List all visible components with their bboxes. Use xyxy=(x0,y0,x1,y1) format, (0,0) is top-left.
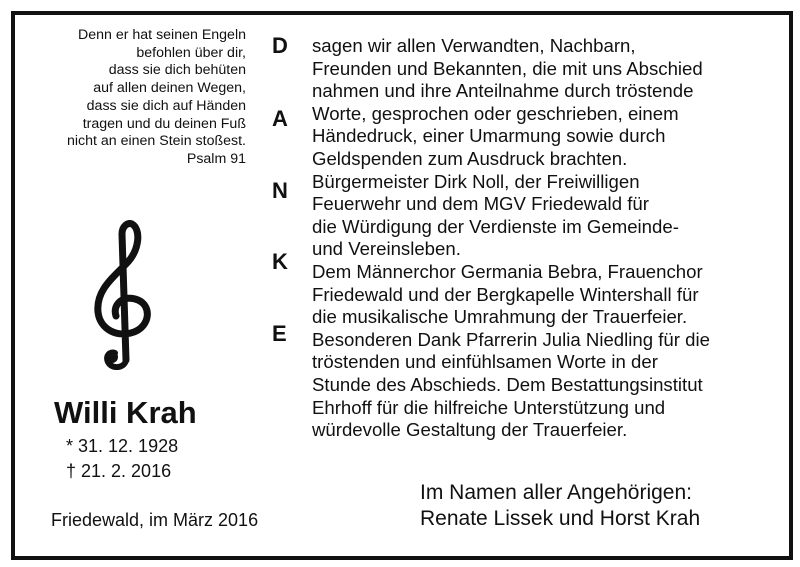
danke-letter-a: A xyxy=(272,106,288,131)
danke-letter-e: E xyxy=(272,321,287,346)
signature-intro: Im Namen aller Angehörigen: xyxy=(420,481,692,504)
thanks-line: nahmen und ihre Anteilnahme durch tröstende xyxy=(312,80,694,102)
thanks-line: würdevolle Gestaltung der Trauerfeier. xyxy=(312,419,628,441)
thanks-line: die Würdigung der Verdienste im Gemeinde- xyxy=(312,215,679,237)
verse-line: dass sie dich auf Händen xyxy=(86,97,246,114)
thanks-line: die musikalische Umrahmung der Trauerfeier. xyxy=(312,306,688,328)
thanks-line: Dem Männerchor Germania Bebra, Frauenchor xyxy=(312,260,703,282)
thanks-line: Worte, gesprochen oder geschrieben, einem xyxy=(312,102,679,124)
thanks-line: Feuerwehr und dem MGV Friedewald für xyxy=(312,193,649,215)
death-date: † 21. 2. 2016 xyxy=(66,461,172,481)
thanks-line: sagen wir allen Verwandten, Nachbarn, xyxy=(312,35,636,56)
verse-source: Psalm 91 xyxy=(186,150,246,167)
verse-line: befohlen über dir, xyxy=(136,44,246,61)
thanks-line: Ehrhoff für die hilfreiche Unterstützung und xyxy=(312,396,666,418)
place-date: Friedewald, im März 2016 xyxy=(51,510,259,530)
danke-letter-k: K xyxy=(272,249,288,274)
bible-verse xyxy=(0,27,246,169)
thanks-line: Händedruck, einer Umarmung sowie durch xyxy=(312,125,666,147)
verse-line: nicht an einen Stein stoßest. xyxy=(66,133,246,150)
treble-clef-icon xyxy=(88,220,162,370)
birth-date: * 31. 12. 1928 xyxy=(66,436,179,456)
danke-letter-d: D xyxy=(272,33,288,58)
thanks-line: Stunde des Abschieds. Dem Bestattungsinstitut xyxy=(312,373,703,395)
verse-line: Denn er hat seinen Engeln xyxy=(77,27,246,43)
deceased-name: Willi Krah xyxy=(54,395,197,430)
signature xyxy=(420,480,700,532)
danke-letter-n: N xyxy=(272,178,288,203)
verse-line: auf allen deinen Wegen, xyxy=(93,80,246,97)
verse-line: tragen und du deinen Fuß xyxy=(82,115,246,132)
thanks-line: Freunden und Bekannten, die mit uns Abschied xyxy=(312,57,703,79)
thanks-line: tröstenden und einfühlsamen Worte in der xyxy=(312,351,658,373)
thanks-text xyxy=(312,35,772,442)
verse-line: dass sie dich behüten xyxy=(108,62,246,79)
thanks-line: Bürgermeister Dirk Noll, der Freiwilligen xyxy=(312,170,640,192)
thanks-line: und Vereinsleben. xyxy=(312,238,461,260)
thanks-line: Geldspenden zum Ausdruck brachten. xyxy=(312,147,628,169)
thanks-line: Friedewald und der Bergkapelle Wintershall für xyxy=(312,283,699,305)
thanks-line: Besonderen Dank Pfarrerin Julia Niedling für die xyxy=(312,328,710,350)
signature-names: Renate Lissek und Horst Krah xyxy=(420,507,701,530)
